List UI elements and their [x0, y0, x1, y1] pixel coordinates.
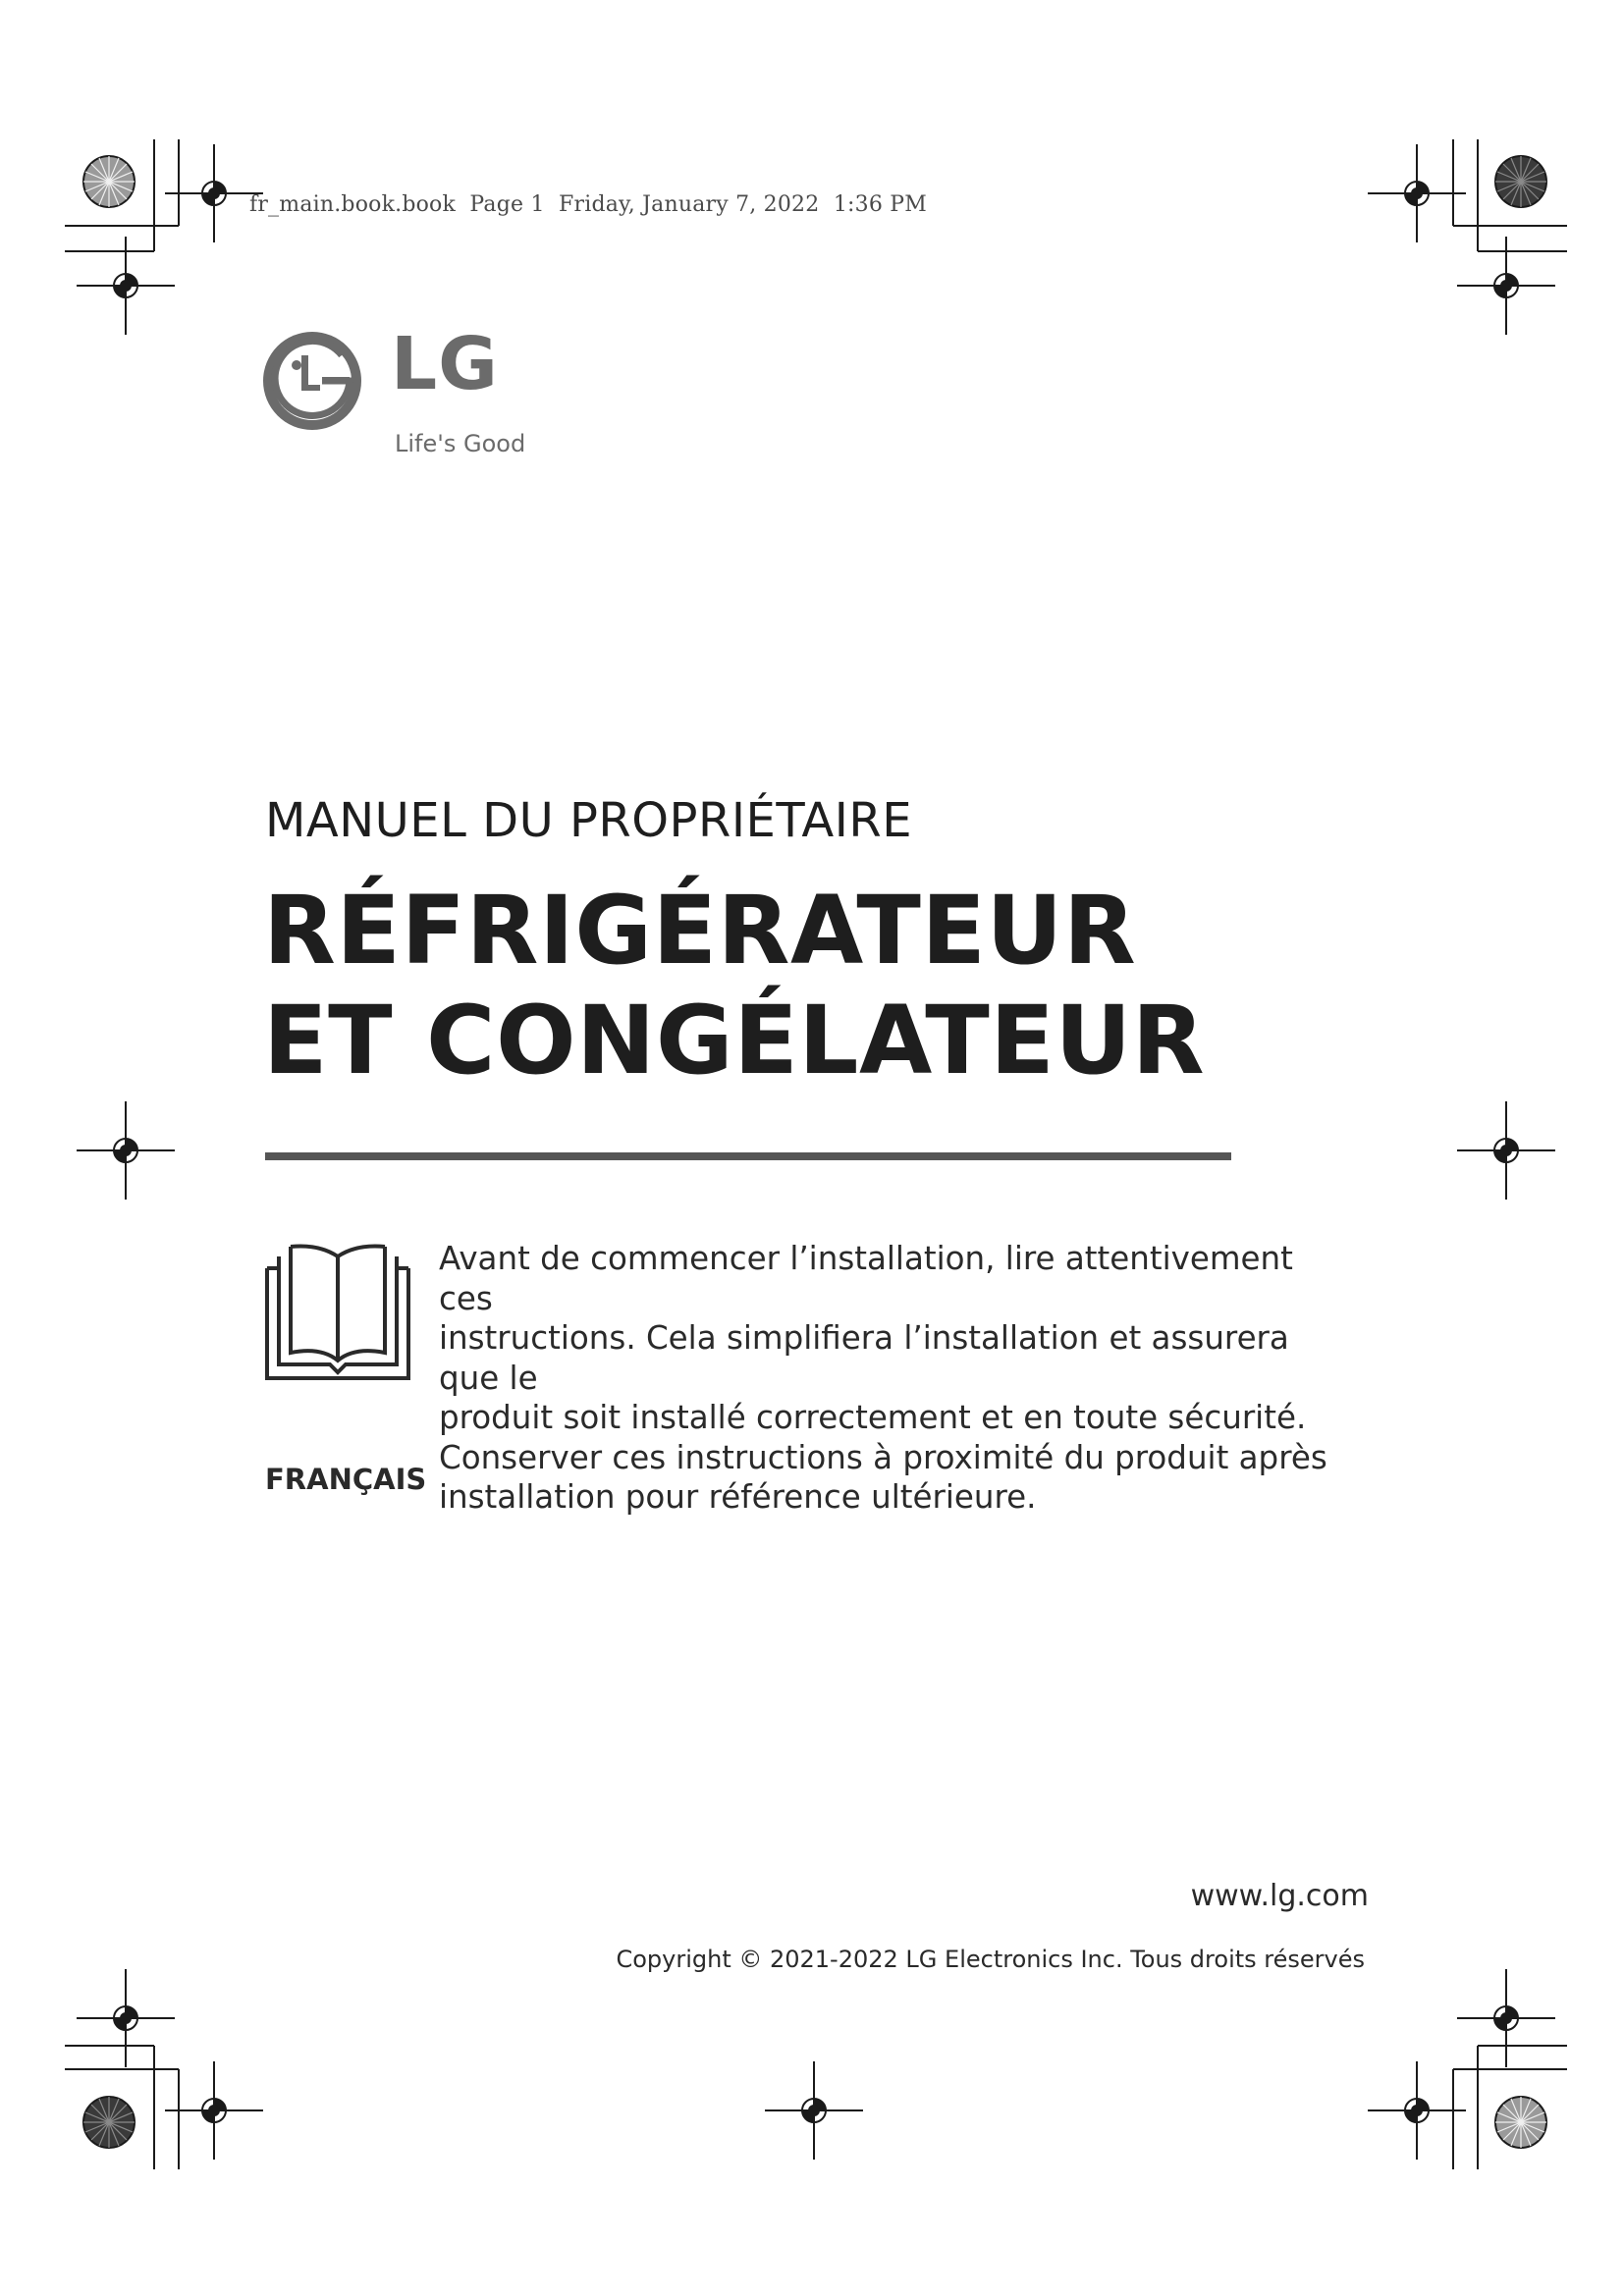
document-subtitle: MANUEL DU PROPRIÉTAIRE	[265, 793, 913, 848]
registration-mark-icon	[77, 1101, 175, 1200]
lg-logo	[261, 322, 536, 467]
notice-line: produit soit installé correctement et en toute sécurité.	[439, 1399, 1307, 1436]
registration-mark-icon	[1457, 1101, 1555, 1200]
color-target-icon	[1495, 156, 1546, 207]
registration-mark-icon	[1368, 2061, 1466, 2160]
installation-notice	[439, 1239, 1342, 1518]
color-target-icon	[1495, 2097, 1546, 2148]
color-target-icon	[83, 156, 135, 207]
title-line: RÉFRIGÉRATEUR	[263, 876, 1137, 986]
registration-mark-icon	[1368, 144, 1466, 242]
copyright-notice: Copyright © 2021-2022 LG Electronics Inc. Tous droits réservés	[616, 1946, 1365, 1973]
notice-line: Avant de commencer l’installation, lire attentivement ces	[439, 1240, 1293, 1317]
color-target-icon	[83, 2097, 135, 2148]
notice-line: Conserver ces instructions à proximité du produit après	[439, 1438, 1327, 1476]
registration-mark-icon	[765, 2061, 863, 2160]
document-title	[263, 876, 1205, 1095]
title-line: ET CONGÉLATEUR	[263, 986, 1206, 1095]
registration-mark-icon	[77, 1969, 175, 2067]
open-book-icon	[263, 1243, 412, 1382]
print-slug: fr_main.book.book Page 1 Friday, January 7, 2022 1:36 PM	[249, 192, 927, 217]
language-label: FRANÇAIS	[265, 1463, 427, 1496]
notice-line: installation pour référence ultérieure.	[439, 1478, 1037, 1516]
title-divider	[265, 1152, 1231, 1160]
registration-mark-icon	[1457, 1969, 1555, 2067]
website-link[interactable]: www.lg.com	[1190, 1879, 1369, 1913]
logo-slogan: Life's Good	[395, 430, 526, 457]
logo-wordmark: LG	[391, 322, 499, 406]
notice-line: instructions. Cela simplifiera l’installation et assurera que le	[439, 1319, 1289, 1397]
lg-face-icon	[261, 330, 363, 432]
